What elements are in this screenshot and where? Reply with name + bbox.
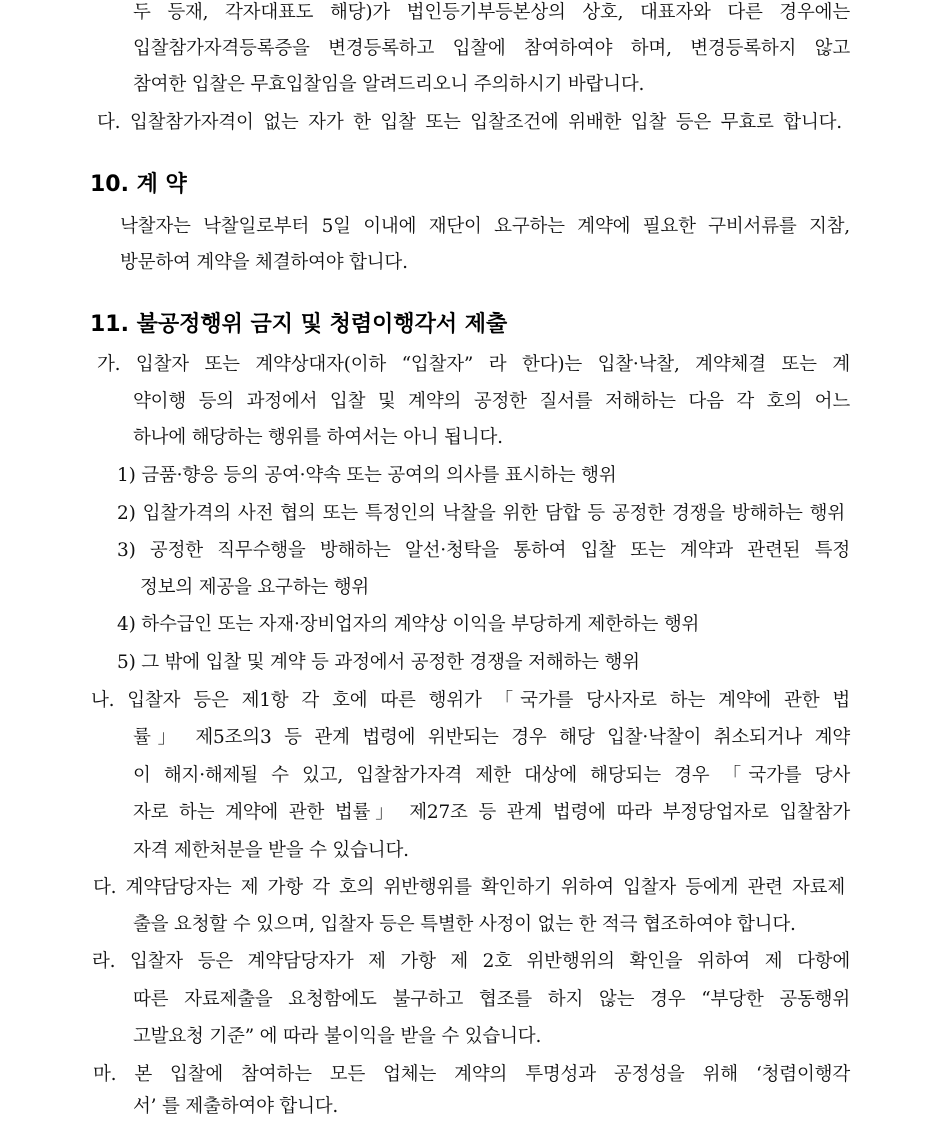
section11-subitem: 4) 하수급인 또는 자재·장비업자의 계약상 이익을 부당하게 제한하는 행위 [117, 614, 700, 635]
section10-paragraph-line: 방문하여 계약을 체결하여야 합니다. [120, 252, 408, 273]
section11-item-na-line: 자격 제한처분을 받을 수 있습니다. [133, 840, 409, 861]
section10-heading: 10. 계 약 [90, 172, 187, 197]
section11-item-da-line: 다. 계약담당자는 제 가항 각 호의 위반행위를 확인하기 위하여 입찰자 등에게 관련 자료제 [93, 877, 845, 898]
section11-subitem: 2) 입찰가격의 사전 협의 또는 특정인의 낙찰을 위한 담합 등 공정한 경쟁을 방해하는 행위 [117, 503, 845, 524]
section9-paragraph-line: 참여한 입찰은 무효입찰임을 알려드리오니 주의하시기 바랍니다. [133, 74, 645, 95]
section11-item-ma-line: 서’ 를 제출하여야 합니다. [133, 1096, 339, 1117]
section11-item-da-line: 출을 요청할 수 있으며, 입찰자 등은 특별한 사정이 없는 한 적극 협조하여야 합니다. [133, 914, 796, 935]
section11-subitem: 3) 공정한 직무수행을 방해하는 알선·청탁을 통하여 입찰 또는 계약과 관련된 특정 [117, 540, 850, 561]
section11-item-ga-line: 하나에 해당하는 행위를 하여서는 아니 됩니다. [133, 427, 503, 448]
section11-item-ra-line: 따른 자료제출을 요청함에도 불구하고 협조를 하지 않는 경우 “부당한 공동행위 [133, 989, 850, 1010]
section9-item-da: 다. 입찰참가자격이 없는 자가 한 입찰 또는 입찰조건에 위배한 입찰 등은 무효로 합니다. [97, 112, 842, 133]
section11-subitem: 정보의 제공을 요구하는 행위 [140, 577, 370, 598]
section11-subitem: 5) 그 밖에 입찰 및 계약 등 과정에서 공정한 경쟁을 저해하는 행위 [117, 652, 640, 673]
section11-item-ga-line: 약이행 등의 과정에서 입찰 및 계약의 공정한 질서를 저해하는 다음 각 호의 어느 [133, 391, 850, 412]
section11-item-na-line: 이 해지·해제될 수 있고, 입찰참가자격 제한 대상에 해당되는 경우 「국가를 당사 [133, 765, 850, 786]
section10-paragraph-line: 낙찰자는 낙찰일로부터 5일 이내에 재단이 요구하는 계약에 필요한 구비서류를 지참, [120, 216, 850, 237]
section11-item-na-line: 나. 입찰자 등은 제1항 각 호에 따른 행위가 「국가를 당사자로 하는 계약에 관한 법 [91, 690, 850, 711]
section11-item-na-line: 률」 제5조의3 등 관계 법령에 위반되는 경우 해당 입찰·낙찰이 취소되거나 계약 [133, 727, 850, 748]
section11-item-ra-line: 고발요청 기준” 에 따라 불이익을 받을 수 있습니다. [133, 1026, 542, 1047]
section9-paragraph-line: 입찰참가자격등록증을 변경등록하고 입찰에 참여하여야 하며, 변경등록하지 않고 [133, 38, 850, 59]
section9-paragraph-line: 두 등재, 각자대표도 해당)가 법인등기부등본상의 상호, 대표자와 다른 경우에는 [133, 2, 850, 23]
section11-heading: 11. 불공정행위 금지 및 청렴이행각서 제출 [90, 312, 508, 337]
section11-item-ga-line: 가. 입찰자 또는 계약상대자(이하 “입찰자” 라 한다)는 입찰·낙찰, 계약체결 또는 계 [97, 354, 850, 375]
section11-subitem: 1) 금품·향응 등의 공여·약속 또는 공여의 의사를 표시하는 행위 [117, 465, 617, 486]
section11-item-na-line: 자로 하는 계약에 관한 법률」 제27조 등 관계 법령에 따라 부정당업자로 입찰참가 [133, 802, 850, 823]
section11-item-ra-line: 라. 입찰자 등은 계약담당자가 제 가항 제 2호 위반행위의 확인을 위하여 제 다항에 [92, 951, 850, 972]
section11-item-ma-line: 마. 본 입찰에 참여하는 모든 업체는 계약의 투명성과 공정성을 위해 ‘청렴이행각 [93, 1064, 850, 1085]
